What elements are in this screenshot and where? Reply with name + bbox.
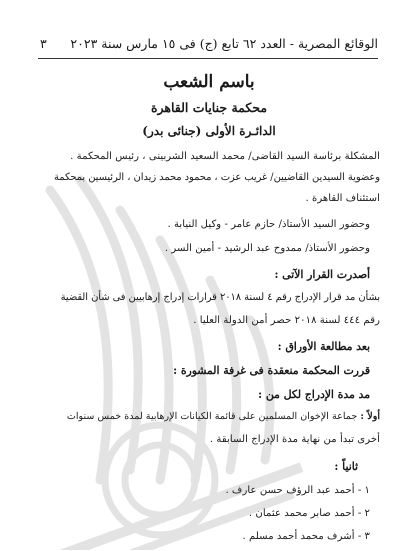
header-divider [38, 58, 378, 59]
text-court-of-appeal: استئناف القاهرة . [305, 193, 380, 204]
page-number: ٣ [40, 36, 47, 51]
header-title: الوقائع المصرية - العدد ٦٢ تابع (ج) فى ١٥ مارس سنة ٢٠٢٣ [70, 36, 378, 51]
text-after-review: بعد مطالعة الأوراق : [277, 340, 370, 353]
text-second-label: ثانياً : [334, 460, 358, 473]
heading-in-the-name-of-the-people: باسم الشعب [163, 72, 255, 92]
list-item-3: ٣ - أشرف محمد أحمد مسلم . [242, 531, 370, 542]
heading-circuit: الدائـرة الأولى (جنائى بدر) [142, 124, 276, 138]
first-item-text: جماعة الإخوان المسلمين على قائمة الكيانات الإرهابية لمدة خمس سنوات [66, 411, 358, 422]
list-item-2: ٢ - أحمد صابر محمد عثمان . [248, 508, 370, 519]
text-new-period: أخرى تبدأ من نهاية مدة الإدراج السابقة . [209, 434, 380, 445]
text-extend-listing: مد مدة الإدراج لكل من : [258, 388, 370, 401]
text-regarding-listing: بشأن مد قرار الإدراج رقم ٤ لسنة ٢٠١٨ قرارات إدراج إرهابيين فى شأن القضية [60, 292, 380, 303]
text-presiding-judge: المشكلة برئاسة السيد القاضى/ محمد السعيد الشربينى ، رئيس المحكمة . [70, 151, 380, 162]
text-member-judges: وعضوية السيدين القاضيين/ غريب عزت ، محمود محمد زيدان ، الرئيسين بمحكمة [54, 172, 380, 183]
text-case-number: رقم ٤٤٤ لسنة ٢٠١٨ حصر أمن الدولة العليا . [193, 315, 380, 326]
text-decision-issued: أصدرت القرار الآتى : [274, 268, 370, 281]
text-prosecutor: وحضور السيد الأستاذ/ حازم عامر - وكيل النيابة . [167, 219, 370, 230]
text-first-item [38, 411, 380, 422]
text-secretary: وحضور الأستاذ/ ممدوح عبد الرشيد - أمين السر . [164, 243, 370, 254]
gazette-header [40, 36, 378, 56]
first-label: أولاً : [360, 411, 380, 422]
text-court-decided: قررت المحكمة منعقدة فى غرفة المشورة : [173, 364, 370, 377]
list-item-1: ١ - أحمد عبد الرؤف حسن عارف . [225, 485, 370, 496]
heading-court-name: محكمة جنايات القاهرة [150, 100, 268, 115]
